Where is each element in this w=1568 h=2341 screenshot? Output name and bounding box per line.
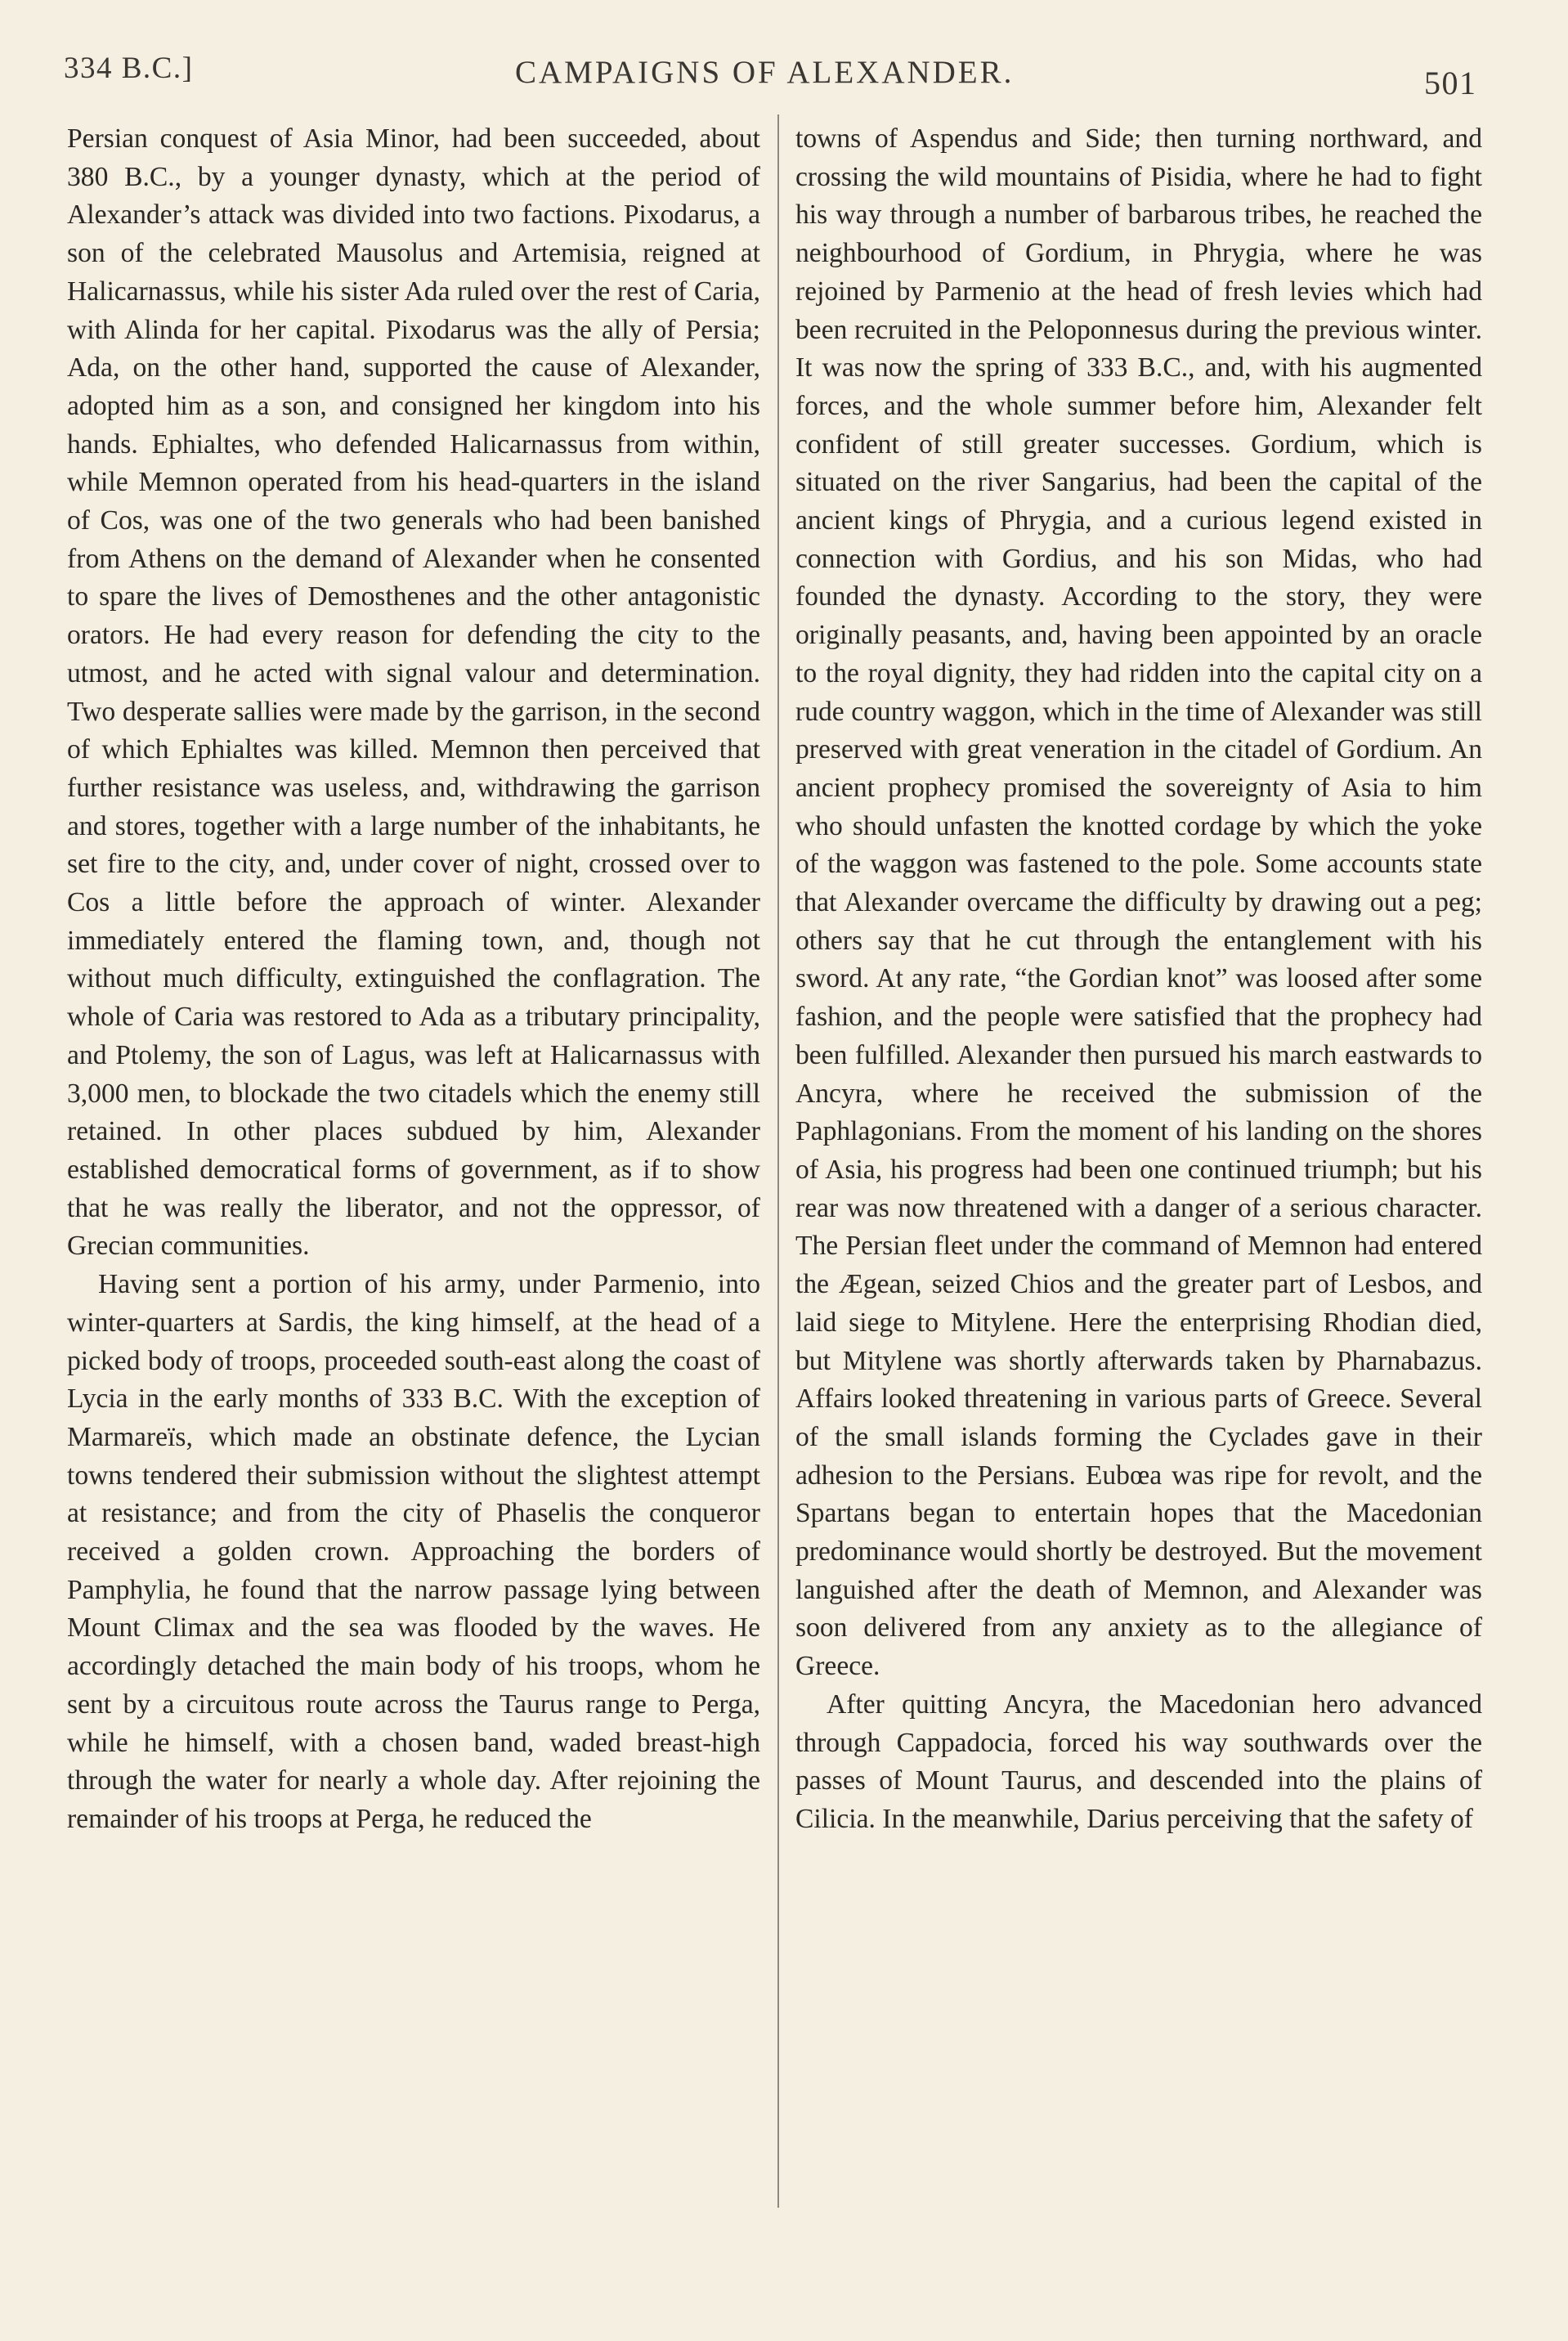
paragraph: towns of Aspendus and Side; then turning northward, and crossing the wild mountains of Pisidia, where he had to fight his way through a number of barbarous tribes, he reached the neighbourhood of Gordium, in Phrygia, where he was rejoined by Parmenio at the head of fresh levies which had been recruited in the Peloponnesus during the previous winter. It was now the spring of 333 B.C., and, with his augmented forces, and the whole summer before him, Alexander felt confident of still greater successes. Gordium, which is situated on the river Sangarius, had been the capital of the ancient kings of Phrygia, and a curious legend existed in connection with Gordius, and his son Midas, who had founded the dynasty. According to the story, they were originally peasants, and, having been appointed by an oracle to the royal dignity, they had ridden into the capital city on a rude country waggon, which in the time of Alexander was still preserved with great veneration in the citadel of Gordium. An ancient prophecy promised the sovereignty of Asia to him who should unfasten the knotted cordage by which the yoke of the waggon was fastened to the pole. Some accounts state that Alexander overcame the difficulty by drawing out a peg; others say that he cut through the entanglement with his sword. At any rate, “the Gordian knot” was loosed after some fashion, and the people were satisfied that the prophecy had been fulfilled. Alexander then pursued his march eastwards to Ancyra, where he received the submission of the Paphlagonians. From the moment of his landing on the shores of Asia, his progress had been one continued triumph; but his rear was now threatened with a danger of a serious character. The Persian fleet under the command of Memnon had entered the Ægean, seized Chios and the greater part of Lesbos, and laid siege to Mitylene. Here the enterprising Rhodian died, but Mitylene was shortly afterwards taken by Pharnabazus. Affairs looked threatening in various parts of Greece. Several of the small islands forming the Cyclades gave in their adhesion to the Persians. Eubœa was ripe for revolt, and the Spartans began to entertain hopes that the Macedonian predominance would shortly be destroyed. But the movement languished after the death of Memnon, and Alexander was soon delivered from any anxiety as to the allegiance of Greece.: [795, 123, 1482, 1682]
paragraph: Persian conquest of Asia Minor, had been succeeded, about 380 B.C., by a younger dynasty, which at the period of Alexander’s attack was divided into two factions. Pixodarus, a son of the celebrated Mausolus and Artemisia, reigned at Halicarnassus, while his sister Ada ruled over the rest of Caria, with Alinda for her capital. Pixodarus was the ally of Persia; Ada, on the other hand, supported the cause of Alexander, adopted him as a son, and consigned her kingdom into his hands. Ephialtes, who defended Halicarnassus from within, while Memnon operated from his head-quarters in the island of Cos, was one of the two generals who had been banished from Athens on the demand of Alexander when he consented to spare the lives of Demosthenes and the other antagonistic orators. He had every reason for defending the city to the utmost, and he acted with signal valour and determination. Two desperate sallies were made by the garrison, in the second of which Ephialtes was killed. Memnon then perceived that further resistance was useless, and, withdrawing the garrison and stores, together with a large number of the inhabitants, he set fire to the city, and, under cover of night, crossed over to Cos a little before the approach of winter. Alexander immediately entered the flaming town, and, though not without much difficulty, extinguished the conflagration. The whole of Caria was restored to Ada as a tributary principality, and Ptolemy, the son of Lagus, was left at Halicarnassus with 3,000 men, to blockade the two citadels which the enemy still retained. In other places subdued by him, Alexander established democratical forms of government, as if to show that he was really the liberator, and not the oppressor, of Grecian communities.: [67, 123, 760, 1262]
paragraph: After quitting Ancyra, the Macedonian hero advanced through Cappadocia, forced his way southwards over the passes of Mount Taurus, and descended into the plains of Cilicia. In the meanwhile, Darius perceiving that the safety of: [795, 1688, 1482, 1834]
column-divider: [777, 114, 779, 2208]
header-date: 334 B.C.]: [64, 52, 194, 85]
running-header: [0, 39, 1568, 113]
left-column: [67, 120, 760, 1839]
page-number: 501: [1424, 65, 1477, 101]
right-column: [795, 120, 1482, 1839]
header-title: CAMPAIGNS OF ALEXANDER.: [515, 55, 1015, 90]
paragraph: Having sent a portion of his army, under Parmenio, into winter-quarters at Sardis, the king himself, at the head of a picked body of troops, proceeded south-east along the coast of Lycia in the early months of 333 B.C. With the exception of Marmareïs, which made an obstinate defence, the Lycian towns tendered their submission without the slightest attempt at resistance; and from the city of Phaselis the conqueror received a golden crown. Approaching the borders of Pamphylia, he found that the narrow passage lying between Mount Climax and the sea was flooded by the waves. He accordingly detached the main body of his troops, whom he sent by a circuitous route across the Taurus range to Perga, while he himself, with a chosen band, waded breast-high through the water for nearly a whole day. After rejoining the remainder of his troops at Perga, he reduced the: [67, 1269, 760, 1834]
